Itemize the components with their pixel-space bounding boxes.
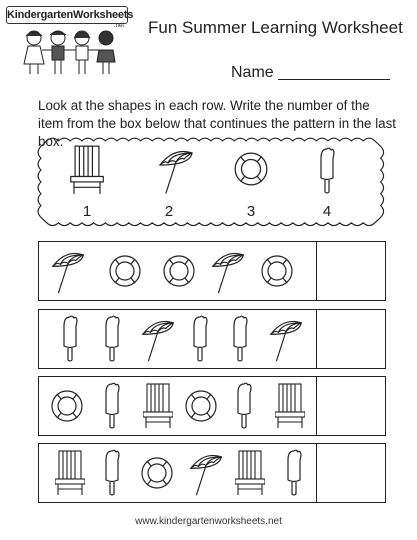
popsicle-icon xyxy=(101,314,123,364)
popsicle-icon xyxy=(233,381,255,431)
pattern-row-4 xyxy=(38,443,386,503)
pattern-row-1 xyxy=(38,241,386,301)
answer-options-box xyxy=(34,136,388,228)
logo-subtext: .net xyxy=(113,23,124,29)
beach-chair-icon xyxy=(275,381,305,431)
beach-chair-icon xyxy=(55,448,85,498)
kids-illustration-icon xyxy=(20,28,120,76)
life-ring-icon xyxy=(259,253,295,289)
life-ring-icon xyxy=(183,388,219,424)
pattern-row-3 xyxy=(38,376,386,436)
life-ring-icon xyxy=(139,455,175,491)
pattern-row-2 xyxy=(38,309,386,369)
umbrella-icon xyxy=(267,314,305,364)
umbrella-icon xyxy=(187,448,225,498)
answer-box-2[interactable] xyxy=(316,310,385,368)
popsicle-icon xyxy=(189,314,211,364)
popsicle-icon xyxy=(283,448,305,498)
popsicle-icon xyxy=(59,314,81,364)
answer-box-4[interactable] xyxy=(316,444,385,502)
answer-box-3[interactable] xyxy=(316,377,385,435)
umbrella-icon xyxy=(139,314,177,364)
beach-chair-icon xyxy=(235,448,265,498)
life-ring-icon xyxy=(161,253,197,289)
logo xyxy=(6,6,134,76)
umbrella-icon xyxy=(156,144,196,196)
instructions: Look at the shapes in each row. Write the number of the item from the box below that continues the pattern in the last box. xyxy=(38,98,397,149)
beach-chair-icon xyxy=(70,144,104,196)
name-label: Name xyxy=(231,64,274,81)
option-number-3: 3 xyxy=(246,203,256,220)
life-ring-icon xyxy=(232,150,270,188)
life-ring-icon xyxy=(49,388,85,424)
popsicle-icon xyxy=(229,314,251,364)
life-ring-icon xyxy=(107,253,143,289)
page-title: Fun Summer Learning Worksheet xyxy=(148,18,403,37)
umbrella-icon xyxy=(209,246,247,296)
umbrella-icon xyxy=(49,246,87,296)
beach-chair-icon xyxy=(143,381,173,431)
logo-text: KindergartenWorksheets xyxy=(6,6,128,24)
name-field-line[interactable] xyxy=(278,79,390,80)
option-number-4: 4 xyxy=(322,203,332,220)
footer-url: www.kindergartenworksheets.net xyxy=(135,516,282,527)
popsicle-icon xyxy=(316,144,338,198)
option-number-2: 2 xyxy=(164,203,174,220)
popsicle-icon xyxy=(101,448,123,498)
option-number-1: 1 xyxy=(82,203,92,220)
popsicle-icon xyxy=(101,381,123,431)
answer-box-1[interactable] xyxy=(316,242,385,300)
